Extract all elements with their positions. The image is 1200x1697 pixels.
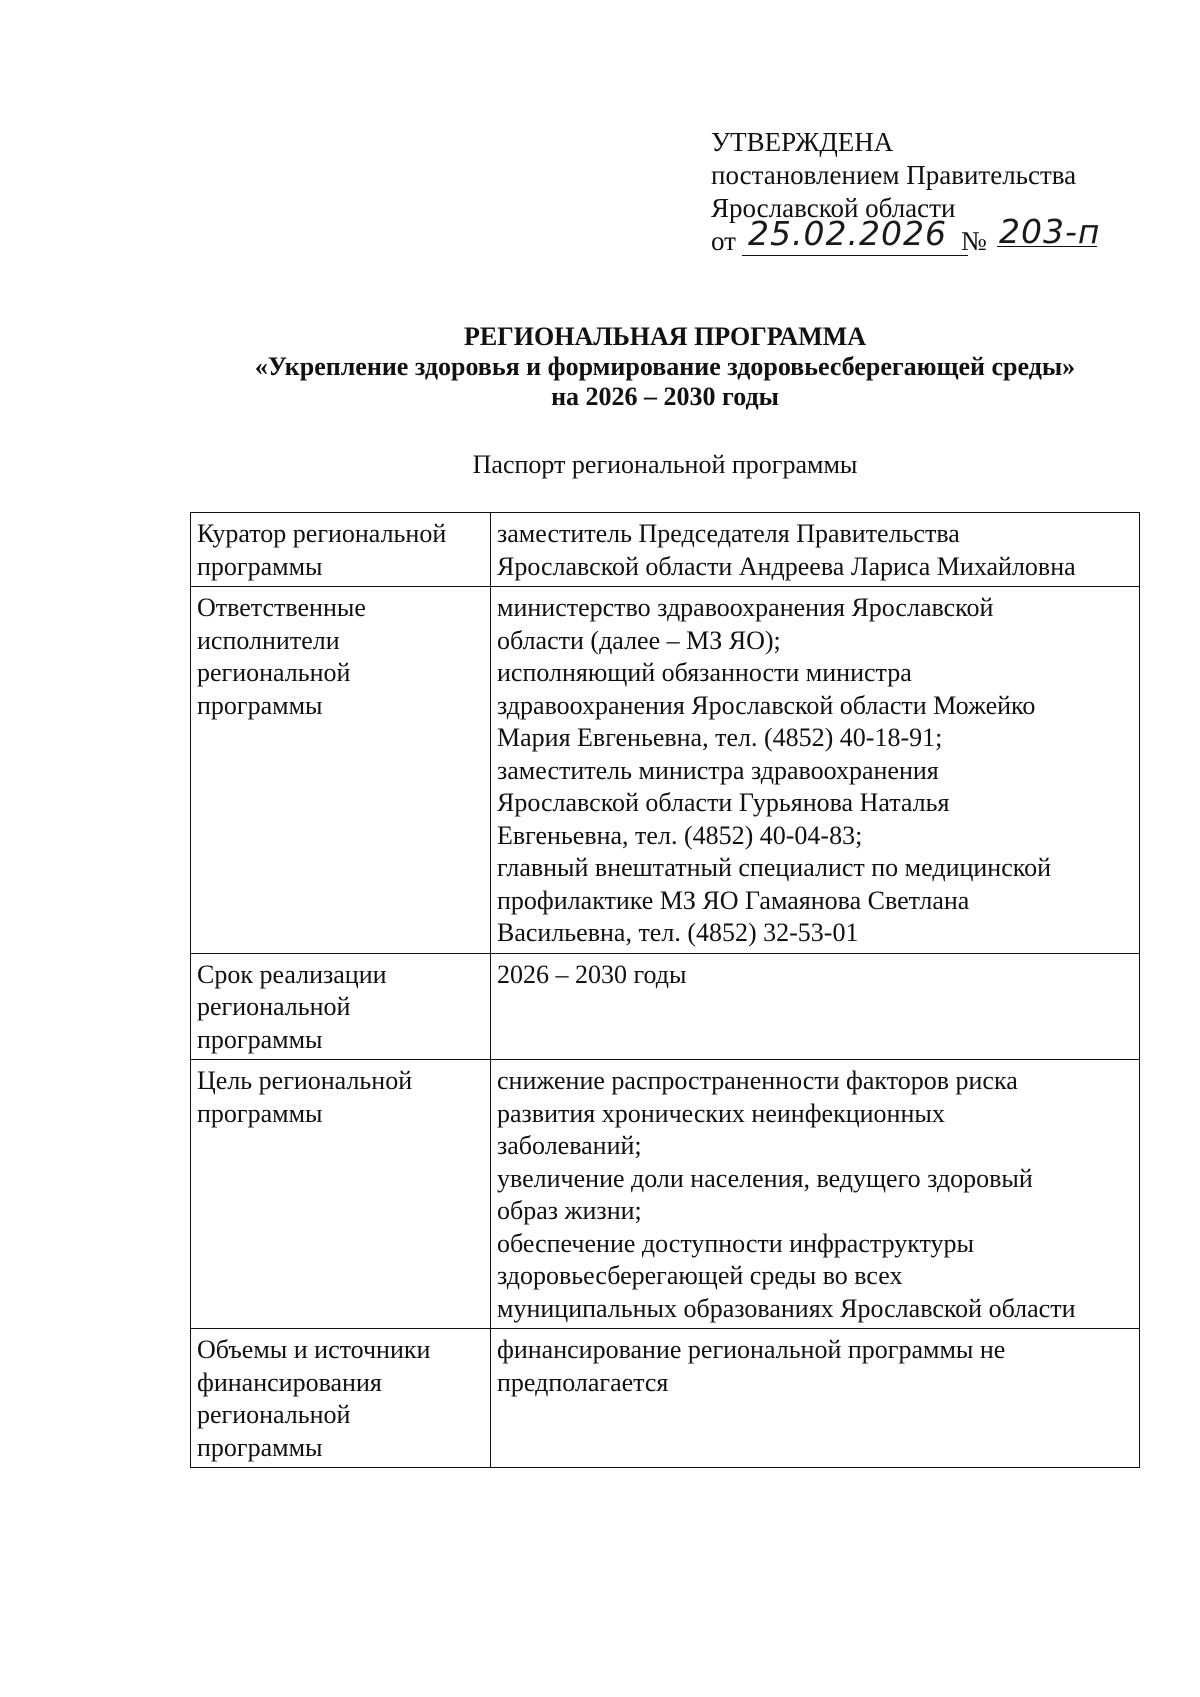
value-line: министерство здравоохранения Ярославской (497, 593, 994, 622)
label-line: региональной (197, 658, 351, 687)
label-line: программы (197, 551, 323, 581)
table-row (191, 953, 1140, 1060)
handwritten-date: 25.02.2026 (748, 214, 947, 253)
title-line-3: на 2026 – 2030 годы (551, 382, 779, 411)
value-line: Васильевна, тел. (4852) 32-53-01 (497, 918, 859, 947)
label-line: Куратор региональной (197, 519, 447, 548)
passport-table (190, 512, 1140, 1468)
label-line: программы (197, 1432, 323, 1462)
value-line: финансирование региональной программы не (497, 1335, 1006, 1364)
title-line-1: РЕГИОНАЛЬНАЯ ПРОГРАММА (464, 322, 866, 351)
label-line: Срок реализации (197, 959, 387, 989)
value-line: 2026 – 2030 годы (497, 959, 687, 989)
value-line: обеспечение доступности инфраструктуры (497, 1228, 975, 1258)
label-line: Цель региональной (197, 1066, 413, 1095)
label-line: финансирования (197, 1367, 382, 1397)
value-line: здравоохранения Ярославской области Можейко (497, 690, 1036, 720)
row-value-cell (491, 1060, 1140, 1329)
passport-table-body (191, 513, 1140, 1468)
table-row (191, 513, 1140, 587)
value-line: Мария Евгеньевна, тел. (4852) 40-18-91; (497, 723, 943, 752)
approval-decree-line: постановлением Правительства (711, 160, 1077, 190)
label-line: региональной (197, 992, 351, 1021)
row-value-cell (491, 953, 1140, 1060)
value-line: развития хронических неинфекционных (497, 1098, 945, 1128)
approval-stamp (711, 126, 1101, 265)
label-line: Ответственные (197, 593, 366, 622)
value-line: Ярославской области Гурьянова Наталья (497, 788, 950, 817)
approval-date-row (711, 212, 1101, 265)
table-row (191, 1329, 1140, 1468)
row-label-cell (191, 1329, 491, 1468)
value-line: Ярославской области Андреева Лариса Михайловна (497, 551, 1076, 581)
date-prefix: от (711, 226, 736, 256)
value-line: образ жизни; (497, 1196, 642, 1225)
row-label-cell (191, 587, 491, 954)
value-line: заместитель министра здравоохранения (497, 755, 939, 785)
value-line: главный внештатный специалист по медицинской (497, 853, 1051, 882)
value-line: заболеваний; (497, 1131, 642, 1160)
number-sign: № (961, 226, 987, 256)
label-line: программы (197, 690, 323, 720)
label-line: программы (197, 1098, 323, 1128)
value-line: Евгеньевна, тел. (4852) 40-04-83; (497, 820, 863, 850)
label-line: программы (197, 1024, 323, 1054)
document-title (0, 322, 1200, 412)
row-value-cell (491, 513, 1140, 587)
number-field (997, 212, 1117, 253)
value-line: области (далее – МЗ ЯО); (497, 625, 781, 655)
value-line: предполагается (497, 1367, 669, 1397)
row-label-cell (191, 1060, 491, 1329)
label-line: региональной (197, 1400, 351, 1429)
title-line-2: «Укрепление здоровья и формирование здоровьесберегающей среды» (254, 352, 1076, 381)
date-field (742, 214, 968, 256)
row-label-cell (191, 953, 491, 1060)
table-row (191, 1060, 1140, 1329)
label-line: Объемы и источники (197, 1335, 431, 1364)
value-line: заместитель Председателя Правительства (497, 519, 960, 548)
row-value-cell (491, 587, 1140, 954)
row-value-cell (491, 1329, 1140, 1468)
value-line: исполняющий обязанности министра (497, 658, 912, 687)
value-line: профилактике МЗ ЯО Гамаянова Светлана (497, 885, 970, 915)
table-row (191, 587, 1140, 954)
value-line: муниципальных образованиях Ярославской области (497, 1293, 1076, 1323)
passport-heading: Паспорт региональной программы (472, 450, 858, 479)
row-label-cell (191, 513, 491, 587)
value-line: увеличение доли населения, ведущего здоровый (497, 1163, 1033, 1193)
label-line: исполнители (197, 625, 340, 655)
approval-region-line: Ярославской области (711, 193, 956, 223)
value-line: здоровьесберегающей среды во всех (497, 1261, 903, 1290)
approval-status: УТВЕРЖДЕНА (711, 127, 894, 157)
handwritten-number: 203-п (999, 212, 1101, 251)
value-line: снижение распространенности факторов риска (497, 1066, 1018, 1095)
